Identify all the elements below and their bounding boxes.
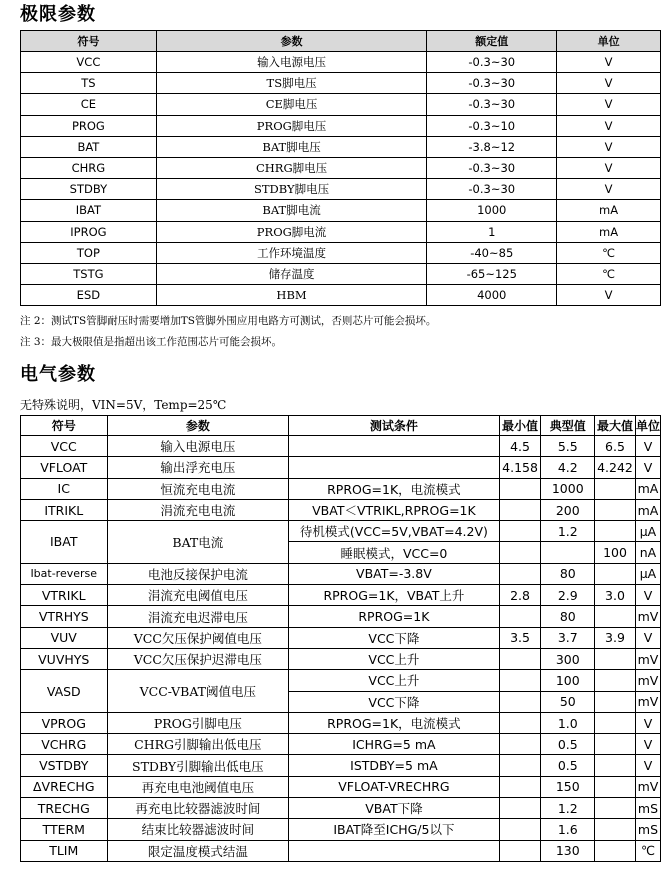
cell-condition: ICHRG=5 mA [289,734,499,755]
cell-min: 4.158 [499,457,541,478]
cell-parameter: 涓流充电迟滞电压 [107,606,289,627]
cell-symbol: PROG [21,115,157,136]
cell-symbol: VSTDBY [21,755,108,776]
cell-max [595,755,636,776]
cell-typ: 50 [541,691,595,712]
cell-symbol: TTERM [21,819,108,840]
cell-unit: mS [635,819,660,840]
cell-min [499,542,541,563]
table-row [21,585,661,606]
cell-unit: V [635,734,660,755]
cell-condition [289,436,499,457]
cell-typ: 100 [541,670,595,691]
cell-max [595,521,636,542]
cell-unit: V [557,179,661,200]
section-title-absolute-max: 极限参数 [20,4,96,25]
cell-typ: 0.5 [541,734,595,755]
cell-unit: V [635,712,660,733]
section-title-electrical: 电气参数 [20,364,96,385]
cell-parameter: 输出浮充电压 [107,457,289,478]
cell-unit: V [635,755,660,776]
absolute-max-table [20,30,661,306]
cell-rating: -0.3~30 [427,179,557,200]
cell-unit: V [635,436,660,457]
cell-min: 4.5 [499,436,541,457]
cell-unit: V [557,136,661,157]
cell-typ: 5.5 [541,436,595,457]
table-header-row [21,31,661,52]
table-row [21,670,661,691]
header-typ: 典型值 [541,416,595,436]
cell-min [499,606,541,627]
electrical-table [20,415,661,862]
table-row [21,521,661,542]
table-row [21,179,661,200]
cell-unit: V [557,52,661,73]
cell-condition: VCC下降 [289,691,499,712]
cell-max [595,478,636,499]
cell-parameter: VCC欠压保护迟滞电压 [107,648,289,669]
cell-max: 3.0 [595,585,636,606]
cell-parameter: 恒流充电电流 [107,478,289,499]
cell-condition: 待机模式(VCC=5V,VBAT=4.2V) [289,521,499,542]
header-symbol: 符号 [21,31,157,52]
cell-symbol: ITRIKL [21,499,108,520]
table-row [21,457,661,478]
cell-typ: 2.9 [541,585,595,606]
cell-condition [289,457,499,478]
cell-condition: RPROG=1K，VBAT上升 [289,585,499,606]
cell-unit: mV [635,776,660,797]
cell-unit: mV [635,648,660,669]
table-row [21,478,661,499]
cell-condition: VCC上升 [289,648,499,669]
cell-min [499,840,541,861]
header-rating: 额定值 [427,31,557,52]
cell-max [595,712,636,733]
table-row [21,285,661,306]
table-row [21,563,661,584]
cell-unit: V [557,73,661,94]
cell-symbol: ΔVRECHG [21,776,108,797]
cell-unit: V [635,627,660,648]
test-condition-note: 无特殊说明，VIN=5V，Temp=25℃ [20,398,227,412]
table-row [21,734,661,755]
cell-condition: RPROG=1K [289,606,499,627]
cell-condition: VBAT=-3.8V [289,563,499,584]
cell-min [499,691,541,712]
header-unit: 单位 [557,31,661,52]
cell-symbol: ESD [21,285,157,306]
header-unit: 单位 [635,416,660,436]
cell-max [595,691,636,712]
cell-symbol: VTRHYS [21,606,108,627]
cell-parameter: STDBY脚电压 [156,179,427,200]
cell-typ: 1.2 [541,798,595,819]
cell-unit: ℃ [635,840,660,861]
cell-max [595,798,636,819]
table-row [21,73,661,94]
cell-typ: 1.0 [541,712,595,733]
cell-rating: -0.3~30 [427,94,557,115]
cell-typ: 200 [541,499,595,520]
cell-symbol: STDBY [21,179,157,200]
cell-max: 3.9 [595,627,636,648]
table-row [21,606,661,627]
cell-symbol: VCC [21,52,157,73]
cell-typ: 1000 [541,478,595,499]
table-row [21,157,661,178]
table-row [21,94,661,115]
cell-parameter: CE脚电压 [156,94,427,115]
table-row [21,755,661,776]
cell-parameter: BAT电流 [107,521,289,564]
cell-typ: 4.2 [541,457,595,478]
cell-symbol: CE [21,94,157,115]
cell-parameter: 储存温度 [156,263,427,284]
cell-symbol: IBAT [21,200,157,221]
cell-min [499,478,541,499]
table-row [21,798,661,819]
cell-min [499,499,541,520]
header-parameter: 参数 [107,416,289,436]
cell-rating: -40~85 [427,242,557,263]
cell-max: 4.242 [595,457,636,478]
cell-parameter: CHRG脚电压 [156,157,427,178]
cell-rating: -0.3~30 [427,157,557,178]
table-header-row [21,416,661,436]
cell-symbol: TLIM [21,840,108,861]
cell-condition: ISTDBY=5 mA [289,755,499,776]
table-row [21,221,661,242]
cell-condition: VBAT下降 [289,798,499,819]
cell-parameter: 再充电电池阈值电压 [107,776,289,797]
cell-typ: 80 [541,606,595,627]
cell-parameter: BAT脚电压 [156,136,427,157]
cell-unit: nA [635,542,660,563]
cell-parameter: 工作环境温度 [156,242,427,263]
header-parameter: 参数 [156,31,427,52]
table-row [21,627,661,648]
cell-max [595,819,636,840]
cell-rating: -65~125 [427,263,557,284]
cell-unit: mA [635,478,660,499]
cell-rating: 1000 [427,200,557,221]
cell-unit: V [557,285,661,306]
cell-parameter: PROG脚电压 [156,115,427,136]
cell-symbol: TRECHG [21,798,108,819]
cell-unit: mV [635,670,660,691]
table-row [21,52,661,73]
table-row [21,436,661,457]
cell-parameter: 电池反接保护电流 [107,563,289,584]
cell-symbol: VCC [21,436,108,457]
cell-max [595,499,636,520]
cell-condition: VFLOAT-VRECHRG [289,776,499,797]
cell-condition: VCC下降 [289,627,499,648]
cell-unit: V [557,115,661,136]
cell-condition [289,840,499,861]
cell-parameter: PROG引脚电压 [107,712,289,733]
table-row [21,242,661,263]
cell-symbol: VFLOAT [21,457,108,478]
cell-parameter: 输入电源电压 [107,436,289,457]
cell-symbol: VUVHYS [21,648,108,669]
cell-min [499,755,541,776]
cell-min [499,776,541,797]
table-row [21,648,661,669]
table-row [21,115,661,136]
cell-condition: VBAT＜VTRIKL,RPROG=1K [289,499,499,520]
cell-min [499,563,541,584]
cell-unit: mV [635,691,660,712]
cell-max [595,606,636,627]
cell-typ: 3.7 [541,627,595,648]
cell-parameter: HBM [156,285,427,306]
cell-parameter: STDBY引脚输出低电压 [107,755,289,776]
cell-unit: mV [635,606,660,627]
cell-typ: 130 [541,840,595,861]
cell-parameter: CHRG引脚输出低电压 [107,734,289,755]
cell-condition: VCC上升 [289,670,499,691]
cell-symbol: VPROG [21,712,108,733]
cell-unit: ℃ [557,263,661,284]
cell-rating: -3.8~12 [427,136,557,157]
cell-rating: 1 [427,221,557,242]
note-2: 注 2：测试TS管脚耐压时需要增加TS管脚外围应用电路方可测试，否则芯片可能会损坏。 [20,315,437,327]
header-test-condition: 测试条件 [289,416,499,436]
cell-typ: 80 [541,563,595,584]
cell-unit: mA [635,499,660,520]
cell-max [595,776,636,797]
cell-max [595,563,636,584]
cell-min [499,648,541,669]
cell-max [595,670,636,691]
cell-max: 6.5 [595,436,636,457]
cell-parameter: PROG脚电流 [156,221,427,242]
cell-min [499,670,541,691]
cell-unit: V [557,157,661,178]
cell-max [595,840,636,861]
cell-typ: 150 [541,776,595,797]
cell-symbol: CHRG [21,157,157,178]
table-row [21,200,661,221]
table-row [21,499,661,520]
cell-symbol: VUV [21,627,108,648]
cell-symbol: IPROG [21,221,157,242]
cell-symbol: Ibat-reverse [21,563,108,584]
cell-rating: -0.3~30 [427,52,557,73]
cell-rating: -0.3~10 [427,115,557,136]
cell-parameter: 再充电比较器滤波时间 [107,798,289,819]
cell-min [499,712,541,733]
table-row [21,819,661,840]
cell-parameter: 涓流充电阈值电压 [107,585,289,606]
cell-rating: -0.3~30 [427,73,557,94]
cell-unit: mA [557,200,661,221]
cell-typ: 1.6 [541,819,595,840]
cell-symbol: IC [21,478,108,499]
cell-symbol: TOP [21,242,157,263]
cell-typ: 300 [541,648,595,669]
cell-symbol: TS [21,73,157,94]
table-row [21,263,661,284]
cell-symbol: TSTG [21,263,157,284]
cell-typ [541,542,595,563]
cell-min: 3.5 [499,627,541,648]
cell-parameter: BAT脚电流 [156,200,427,221]
cell-unit: μA [635,563,660,584]
cell-parameter: 限定温度模式结温 [107,840,289,861]
cell-unit: mA [557,221,661,242]
cell-condition: RPROG=1K，电流模式 [289,712,499,733]
cell-condition: IBAT降至ICHG/5以下 [289,819,499,840]
header-min: 最小值 [499,416,541,436]
cell-unit: mS [635,798,660,819]
cell-unit: V [635,457,660,478]
table-row [21,840,661,861]
cell-condition: 睡眠模式，VCC=0 [289,542,499,563]
cell-max: 100 [595,542,636,563]
cell-max [595,648,636,669]
cell-parameter: 结束比较器滤波时间 [107,819,289,840]
note-3: 注 3：最大极限值是指超出该工作范围芯片可能会损坏。 [20,336,283,348]
table-row [21,712,661,733]
cell-symbol: VASD [21,670,108,713]
cell-typ: 1.2 [541,521,595,542]
cell-parameter: 输入电源电压 [156,52,427,73]
cell-parameter: 涓流充电电流 [107,499,289,520]
cell-min [499,798,541,819]
cell-unit: ℃ [557,242,661,263]
cell-rating: 4000 [427,285,557,306]
table-row [21,136,661,157]
cell-min [499,819,541,840]
cell-symbol: VCHRG [21,734,108,755]
cell-parameter: TS脚电压 [156,73,427,94]
cell-min [499,521,541,542]
header-max: 最大值 [595,416,636,436]
cell-max [595,734,636,755]
cell-parameter: VCC欠压保护阈值电压 [107,627,289,648]
cell-symbol: IBAT [21,521,108,564]
cell-symbol: VTRIKL [21,585,108,606]
cell-min [499,734,541,755]
header-symbol: 符号 [21,416,108,436]
cell-parameter: VCC-VBAT阈值电压 [107,670,289,713]
cell-symbol: BAT [21,136,157,157]
cell-min: 2.8 [499,585,541,606]
cell-condition: RPROG=1K，电流模式 [289,478,499,499]
cell-unit: μA [635,521,660,542]
cell-unit: V [557,94,661,115]
table-row [21,776,661,797]
cell-typ: 0.5 [541,755,595,776]
cell-unit: V [635,585,660,606]
